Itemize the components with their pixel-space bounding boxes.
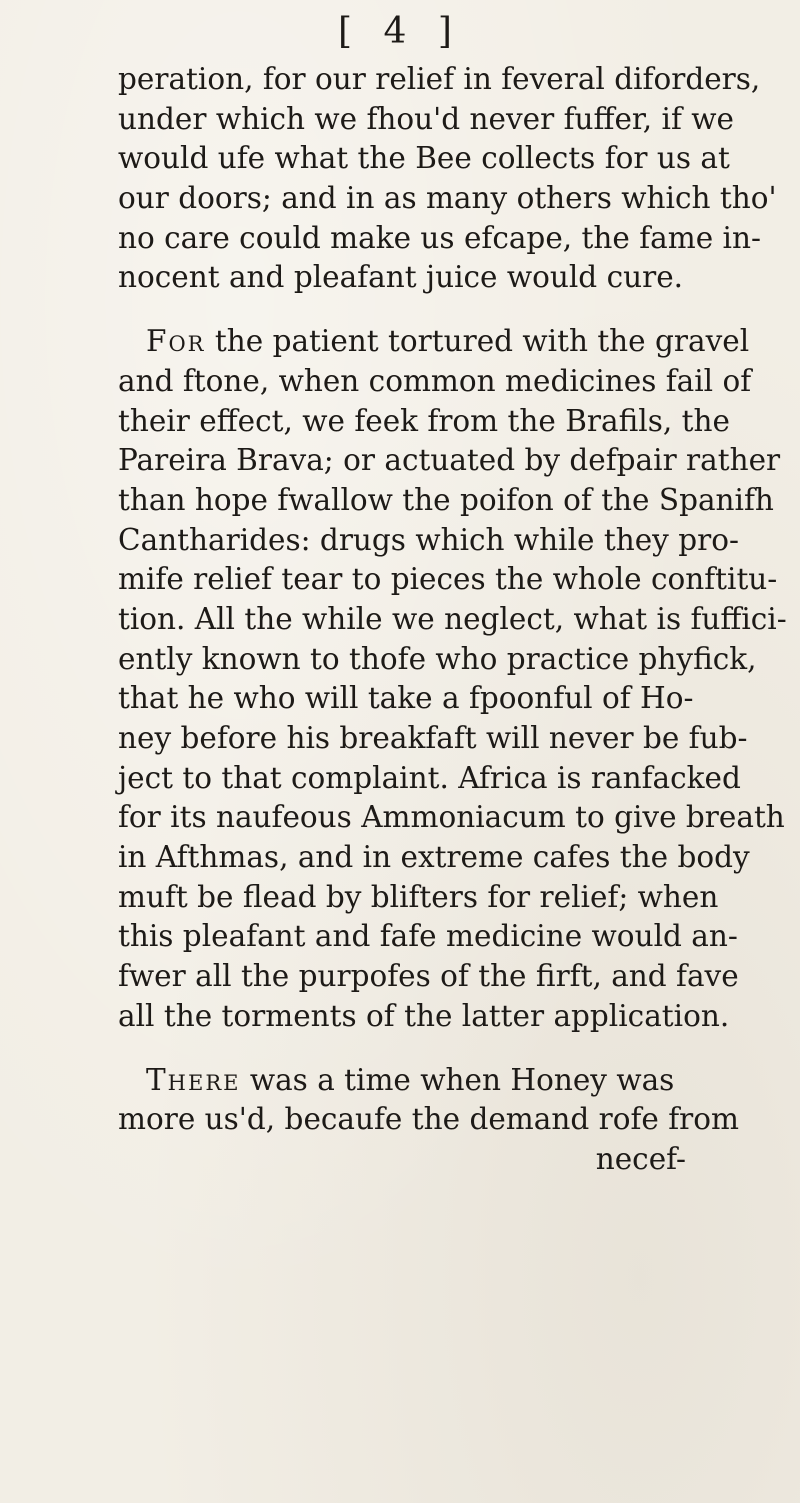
text-line: ject to that complaint. Africa is ranfacked bbox=[118, 760, 741, 795]
text-line: for its naufeous Ammoniacum to give breath bbox=[118, 800, 785, 835]
text-line bbox=[118, 1061, 778, 1101]
text-line: muft be flead by blifters for relief; when bbox=[118, 879, 719, 914]
text-line: their effect, we feek from the Brafils, the bbox=[118, 403, 730, 438]
paragraph-lead-word: For bbox=[146, 324, 206, 359]
text-line bbox=[118, 322, 778, 362]
text-line: ney before his breakfaft will never be fub- bbox=[118, 721, 748, 755]
text-line: ently known to thofe who practice phyfick, bbox=[118, 641, 757, 676]
text-line: that he who will take a fpoonful of Ho- bbox=[118, 681, 694, 716]
paragraph-1 bbox=[118, 60, 778, 298]
text-line: tion. All the while we neglect, what is fuffici- bbox=[118, 601, 787, 636]
text-line-rest: was a time when Honey was bbox=[240, 1062, 675, 1097]
text-line: more us'd, becaufe the demand rofe from bbox=[118, 1102, 739, 1137]
body-text bbox=[118, 60, 787, 1180]
text-line: Cantharides: drugs which while they pro- bbox=[118, 522, 739, 557]
text-line: and ftone, when common medicines fail of bbox=[118, 363, 752, 398]
paragraph-lead-word: There bbox=[146, 1062, 241, 1097]
text-line-rest: the patient tortured with the gravel bbox=[205, 324, 750, 359]
text-line: fwer all the purpofes of the firft, and fave bbox=[118, 959, 739, 994]
text-line: this pleafant and fafe medicine would an- bbox=[118, 919, 738, 954]
text-line: would ufe what the Bee collects for us at bbox=[118, 141, 730, 176]
text-line: than hope fwallow the poifon of the Spanifh bbox=[118, 482, 774, 517]
text-line: nocent and pleafant juice would cure. bbox=[118, 260, 684, 295]
text-line: Pareira Brava; or actuated by defpair rather bbox=[118, 443, 781, 478]
page-number: [ 4 ] bbox=[338, 11, 462, 52]
text-line: no care could make us efcape, the fame in- bbox=[118, 220, 761, 255]
text-line: our doors; and in as many others which tho' bbox=[118, 181, 777, 216]
catchword: necef- bbox=[595, 1141, 686, 1176]
text-line: all the torments of the latter application. bbox=[118, 998, 730, 1033]
text-line: peration, for our relief in feveral diforders, bbox=[118, 62, 761, 96]
paragraph-3 bbox=[118, 1061, 778, 1140]
paragraph-2 bbox=[118, 322, 787, 1036]
text-line: under which we fhou'd never fuffer, if we bbox=[118, 101, 734, 136]
text-line: in Afthmas, and in extreme cafes the body bbox=[118, 840, 750, 875]
text-line: mife relief tear to pieces the whole conftitu- bbox=[118, 562, 778, 597]
